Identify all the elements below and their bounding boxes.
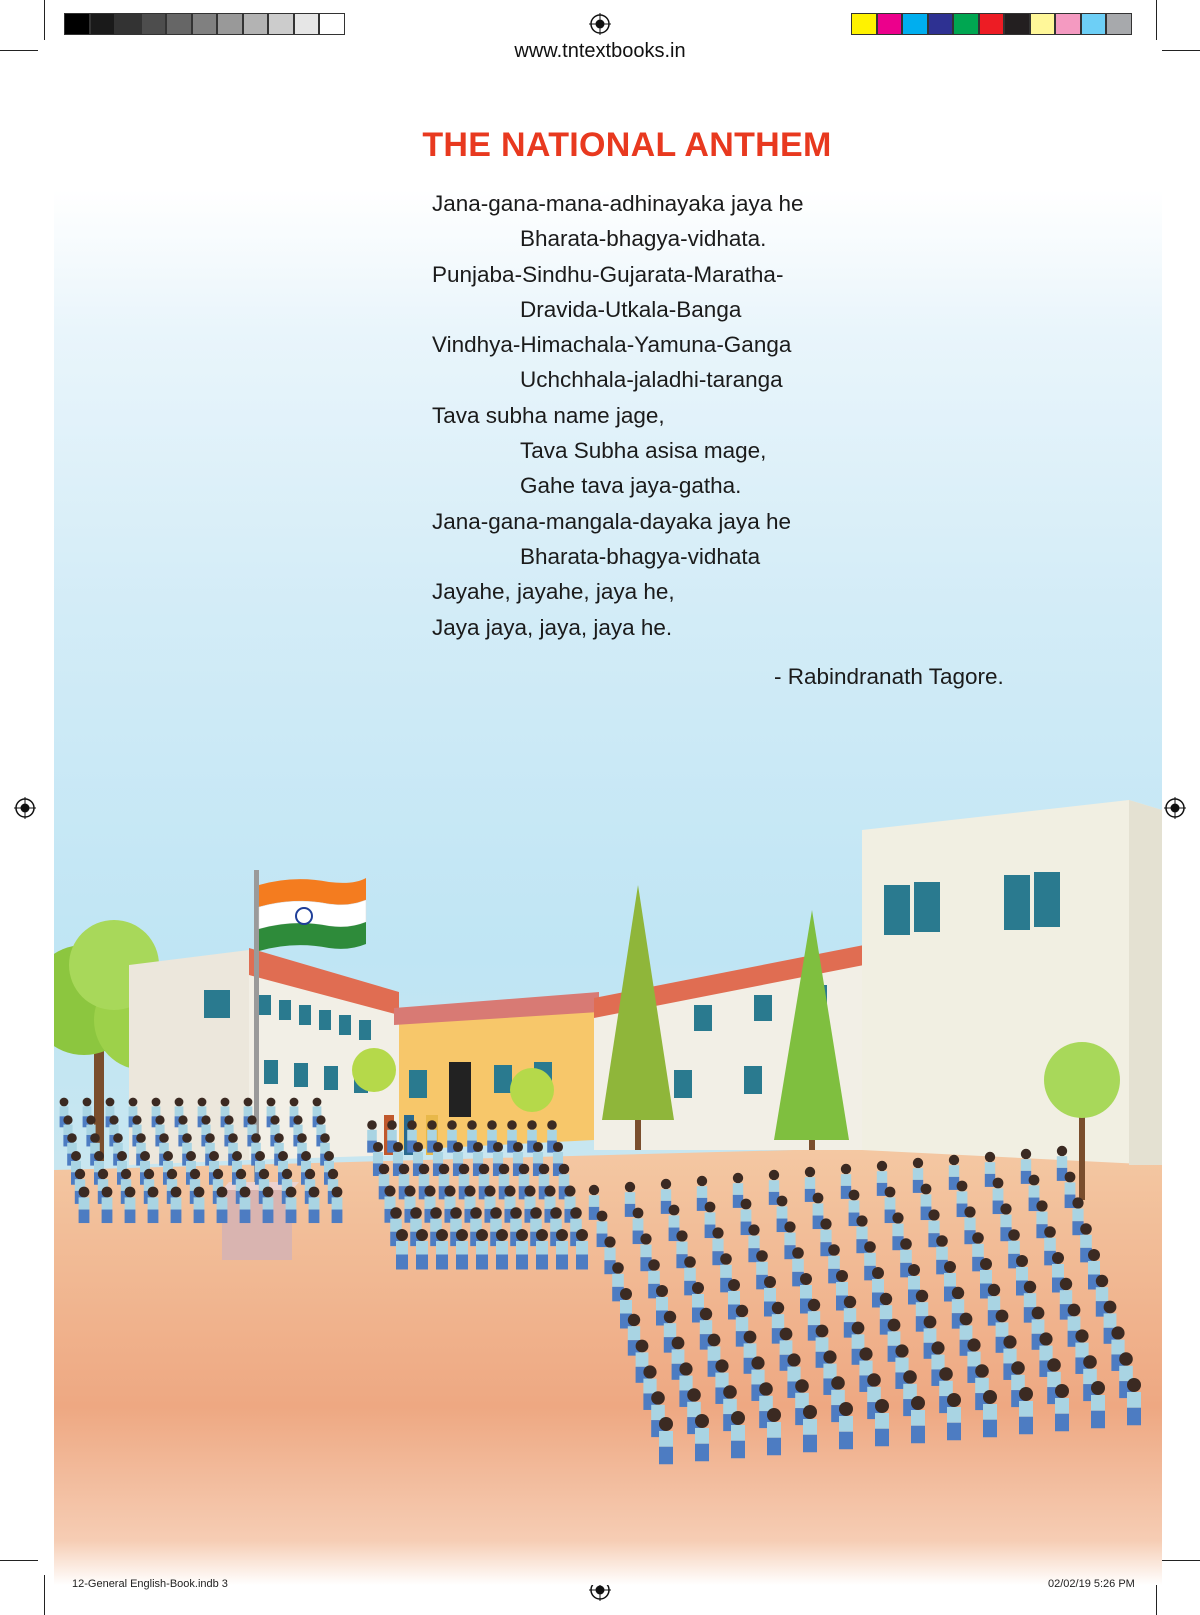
anthem-lyrics — [432, 186, 1132, 645]
student — [576, 1229, 588, 1270]
student — [125, 1187, 136, 1223]
bush — [352, 1048, 396, 1092]
color-swatch — [1030, 13, 1056, 35]
student — [286, 1187, 297, 1223]
lyric-line: Jaya jaya, jaya, jaya he. — [432, 614, 673, 640]
color-swatch — [166, 13, 192, 35]
lyric-line: Vindhya-Himachala-Yamuna-Ganga — [432, 332, 792, 358]
student — [194, 1187, 205, 1223]
student — [332, 1187, 343, 1223]
student — [148, 1187, 159, 1223]
student — [723, 1385, 737, 1431]
student — [831, 1376, 845, 1422]
student — [171, 1187, 182, 1223]
student — [240, 1187, 251, 1223]
lyric-line: Gahe tava jaya-gatha. — [520, 473, 742, 499]
color-swatch — [902, 13, 928, 35]
crop-mark — [44, 0, 45, 40]
color-swatch — [192, 13, 218, 35]
color-swatch — [243, 13, 269, 35]
student — [759, 1382, 773, 1428]
color-swatch — [268, 13, 294, 35]
color-swatch — [319, 13, 345, 35]
color-swatch — [851, 13, 877, 35]
lyric-line: Jana-gana-mana-adhinayaka jaya he — [432, 191, 804, 216]
color-swatch — [877, 13, 903, 35]
student — [983, 1390, 997, 1437]
color-swatch — [1004, 13, 1030, 35]
student — [1091, 1381, 1105, 1428]
student — [903, 1370, 917, 1416]
color-swatch — [953, 13, 979, 35]
student — [516, 1229, 528, 1270]
student — [1083, 1355, 1097, 1401]
student — [975, 1364, 989, 1410]
school-assembly-flag-hoisting-illustration — [54, 770, 1162, 1585]
color-swatch — [294, 13, 320, 35]
indian-flag-icon — [259, 878, 366, 951]
student — [731, 1411, 745, 1458]
color-swatch — [115, 13, 141, 35]
bush — [510, 1068, 554, 1112]
student — [659, 1417, 673, 1464]
lyric-line: Bharata-bhagya-vidhata. — [520, 226, 767, 252]
building-right — [862, 800, 1162, 1165]
student — [79, 1187, 90, 1223]
student — [1019, 1387, 1033, 1434]
color-swatch — [928, 13, 954, 35]
footer-date: 02/02/19 5:26 PM — [1048, 1578, 1135, 1590]
registration-mark-icon — [14, 797, 36, 819]
crop-mark — [0, 1560, 38, 1561]
student — [939, 1367, 953, 1413]
lyric-line: Uchchhala-jaladhi-taranga — [520, 367, 783, 393]
student — [102, 1187, 113, 1223]
student — [476, 1229, 488, 1270]
color-swatch — [64, 13, 90, 35]
student — [1127, 1378, 1141, 1425]
student — [263, 1187, 274, 1223]
student — [416, 1229, 428, 1270]
lyric-line: Dravida-Utkala-Banga — [520, 296, 742, 322]
student — [839, 1402, 853, 1449]
lyric-line: Tava subha name jage, — [432, 402, 665, 428]
student — [456, 1229, 468, 1270]
student — [947, 1393, 961, 1440]
student — [1119, 1352, 1133, 1398]
lyric-line: Bharata-bhagya-vidhata — [520, 543, 761, 569]
lyric-line: Jana-gana-mangala-dayaka jaya he — [432, 508, 791, 534]
color-swatch — [1081, 13, 1107, 35]
student — [911, 1396, 925, 1443]
student — [309, 1187, 320, 1223]
student — [556, 1229, 568, 1270]
student — [795, 1379, 809, 1425]
color-swatch — [1106, 13, 1132, 35]
student — [803, 1405, 817, 1452]
student — [1055, 1384, 1069, 1431]
student — [767, 1408, 781, 1455]
page-title: THE NATIONAL ANTHEM — [422, 126, 832, 164]
student — [867, 1373, 881, 1419]
student — [651, 1391, 665, 1437]
author-credit: - Rabindranath Tagore. — [774, 664, 1004, 689]
student — [695, 1414, 709, 1461]
crop-mark — [1162, 1560, 1200, 1561]
lyric-line: Jayahe, jayahe, jaya he, — [432, 579, 675, 605]
registration-mark-icon — [1164, 797, 1186, 819]
color-swatch — [141, 13, 167, 35]
lyric-line: Tava Subha asisa mage, — [520, 438, 767, 464]
student — [496, 1229, 508, 1270]
student — [687, 1388, 701, 1434]
student — [436, 1229, 448, 1270]
crop-mark — [1156, 0, 1157, 40]
lyric-line: Punjaba-Sindhu-Gujarata-Maratha- — [432, 261, 784, 287]
student — [1047, 1358, 1061, 1404]
crop-mark — [44, 1575, 45, 1615]
student — [875, 1399, 889, 1446]
student — [217, 1187, 228, 1223]
color-swatch — [979, 13, 1005, 35]
color-swatch — [90, 13, 116, 35]
color-swatch — [217, 13, 243, 35]
color-swatch — [1055, 13, 1081, 35]
student — [396, 1229, 408, 1270]
registration-mark-icon — [589, 13, 611, 35]
student — [1011, 1361, 1025, 1407]
student — [536, 1229, 548, 1270]
website-url: www.tntextbooks.in — [514, 40, 686, 62]
footer-file-info: 12-General English-Book.indb 3 — [72, 1578, 228, 1590]
